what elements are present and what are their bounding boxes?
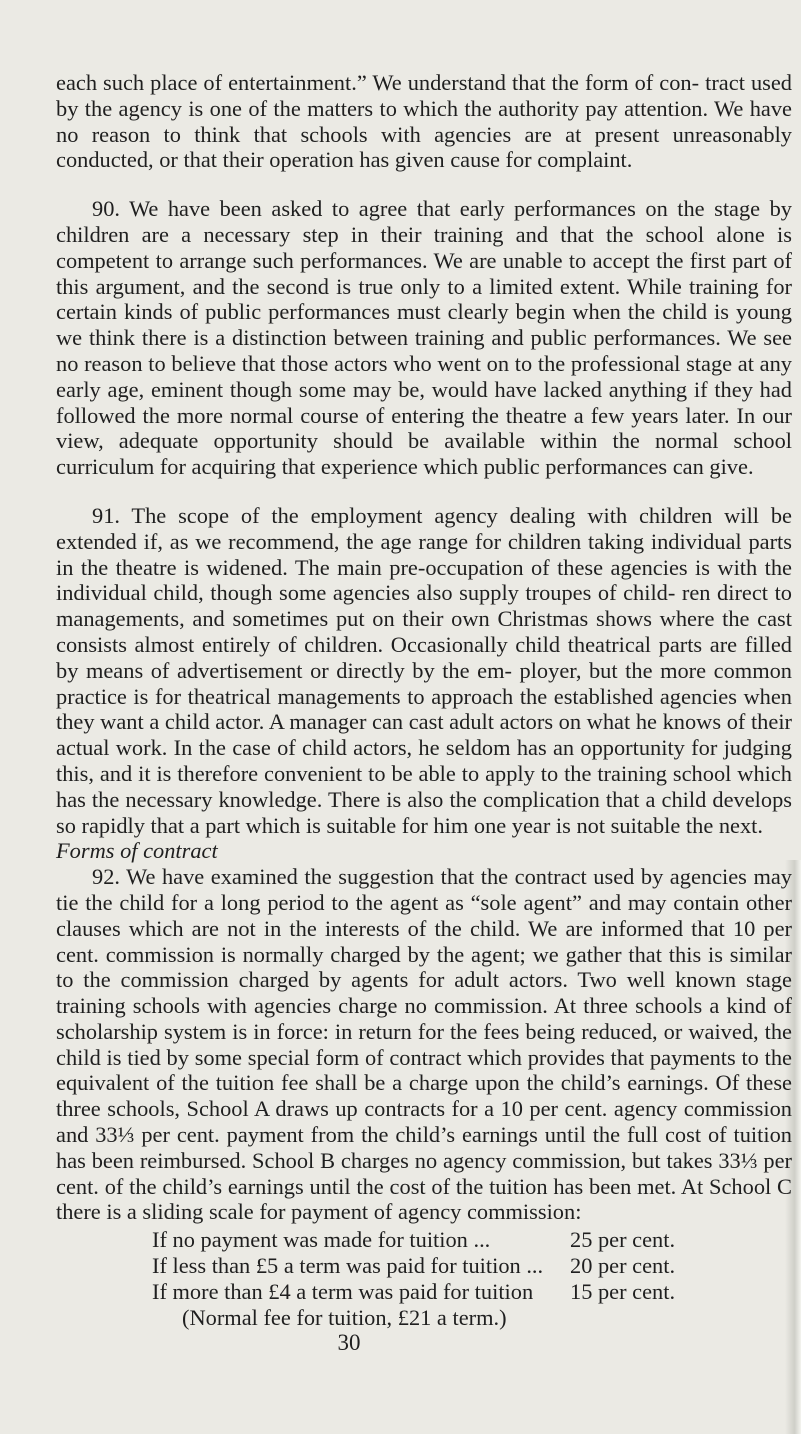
scale-condition: If no payment was made for tuition ... (152, 1227, 491, 1253)
scale-row (152, 1227, 792, 1253)
scale-row (152, 1253, 792, 1279)
scale-condition: If more than £4 a term was paid for tuition (152, 1278, 534, 1304)
scale-note: (Normal fee for tuition, £21 a term.) (182, 1304, 507, 1330)
scale-condition: If less than £5 a term was paid for tuition ... (152, 1253, 544, 1279)
paragraph-92: 92. We have examined the suggestion that the contract used by agencies may tie the child for a long period to the agent as “sole agent” and may contain other clauses which are not in the interests of the child. We are informed that 10 per cent. commission is normally charged by the agent; we gather that this is similar to the commission charged by agents for adult actors. Two well known stage training schools with agencies charge no commission. At three schools a kind of scholarship system is in force: in return for the fees being reduced, or waived, the child is tied by some special form of contract which provides that payments to the equivalent of the tuition fee shall be a charge upon the child’s earnings. Of these three schools, School A draws up contracts for a 10 per cent. agency commission and 33⅓ per cent. payment from the child’s earnings until the full cost of tuition has been reimbursed. School B charges no agency commission, but takes 33⅓ per cent. of the child’s earnings until the cost of the tuition has been met. At School C there is a sliding scale for payment of agency commission: (56, 864, 792, 1225)
paragraph-90: 90. We have been asked to agree that early performances on the stage by children are a necessary step in their training and that the school alone is competent to arrange such performances. We are unable to accept the first part of this argument, and the second is true only to a limited extent. While training for certain kinds of public performances must clearly begin when the child is young we think there is a distinction between training and public performances. We see no reason to believe that those actors who went on to the professional stage at any early age, eminent though some may be, would have lacked anything if they had followed the more normal course of entering the theatre a few years later. In our view, adequate opportunity should be available within the normal school curriculum for acquiring that experience which public performances can give. (56, 196, 792, 480)
paragraph-91: 91. The scope of the employment agency dealing with children will be extended if, as we recommend, the age range for children taking individual parts in the theatre is widened. The main pre-occupation of these agencies is with the individual child, though some agencies also supply troupes of child- ren direct to managements, and sometimes put on their own Christmas shows where the cast consists almost entirely of children. Occasionally child theatrical parts are filled by means of advertisement or directly by the em- ployer, but the more common practice is for theatrical managements to approach the established agencies when they want a child actor. A manager can cast adult actors on what he knows of their actual work. In the case of child actors, he seldom has an opportunity for judging this, and it is therefore convenient to be able to apply to the training school which has the necessary knowledge. There is also the complication that a child develops so rapidly that a part which is suitable for him one year is not suitable the next. (56, 502, 792, 838)
text-column (56, 70, 792, 1356)
page-number: 30 (337, 1330, 361, 1356)
scale-row (152, 1279, 792, 1305)
section-heading: Forms of contract (56, 838, 218, 864)
scale-rate: 25 per cent. (570, 1227, 676, 1253)
paragraph-continuation: each such place of entertainment.” We understand that the form of con- tract used by the agency is one of the matters to which the authority pay attention. We have no reason to think that schools with agencies are at present unreasonably conducted, or that their operation has given cause for complaint. (56, 70, 792, 173)
scale-rate: 20 per cent. (570, 1253, 676, 1279)
scale-rate: 15 per cent. (570, 1278, 676, 1304)
commission-scale (152, 1227, 792, 1330)
